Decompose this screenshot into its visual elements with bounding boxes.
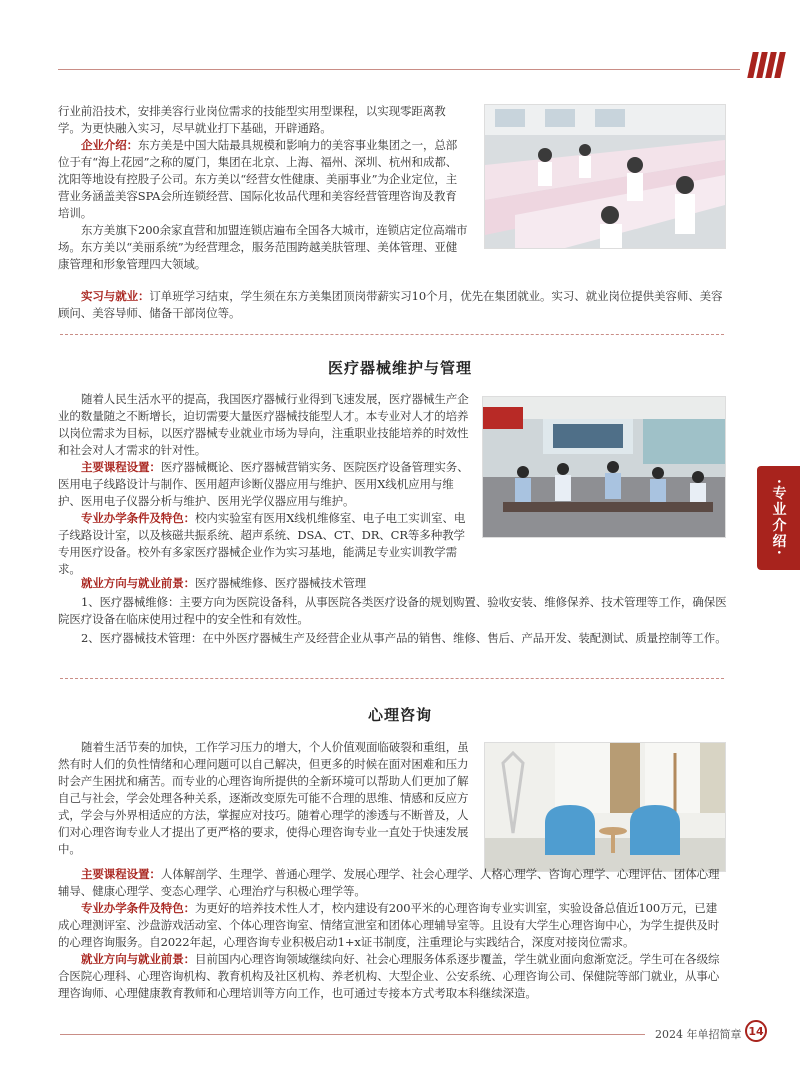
psych-conditions-label: 专业办学条件及特色： bbox=[81, 901, 195, 915]
psych-courses-label: 主要课程设置： bbox=[81, 867, 161, 881]
section-divider-1 bbox=[60, 334, 724, 335]
beauty-company-paragraph-2: 东方美旗下200余家直营和加盟连锁店遍布全国各大城市，连锁店定位高端市场。东方美以“美丽系统”为经营理念，服务范围跨越美肤管理、美体管理、亚健康管理和形象管理四大领域。 bbox=[58, 223, 468, 271]
medical-conditions-paragraph bbox=[58, 510, 471, 578]
beauty-left-column bbox=[58, 103, 468, 273]
footer-title: 2024 年单招简章 bbox=[655, 1028, 742, 1041]
psych-room-photo bbox=[484, 742, 726, 872]
header-rule bbox=[58, 69, 740, 70]
psych-courses-paragraph bbox=[58, 866, 726, 900]
beauty-practice-block bbox=[58, 288, 726, 322]
section-divider-2 bbox=[60, 678, 724, 679]
medical-job-1: 1、医疗器械维修：主要方向为医院设备科，从事医院各类医疗设备的规划购置、验收安装、维修保养、技术管理等工作，确保医院医疗设备在临床使用过程中的安全性和有效性。 bbox=[58, 595, 727, 626]
medical-jobs-block bbox=[58, 575, 736, 647]
medical-section-title: 医疗器械维护与管理 bbox=[327, 359, 472, 377]
medical-classroom-photo bbox=[482, 396, 726, 538]
psych-jobs-paragraph bbox=[58, 951, 726, 1002]
medical-conditions-label: 专业办学条件及特色： bbox=[81, 511, 195, 525]
side-tab-label: ·专业介绍· bbox=[770, 479, 787, 557]
section-side-tab bbox=[757, 466, 800, 570]
psych-left-column bbox=[58, 739, 471, 858]
beauty-training-photo bbox=[484, 104, 726, 249]
practice-label: 实习与就业： bbox=[81, 289, 150, 303]
medical-jobs-text: 医疗器械维修、医疗器械技术管理 bbox=[195, 576, 366, 590]
header-bars-decoration bbox=[748, 52, 784, 78]
footer-rule bbox=[60, 1034, 645, 1035]
psych-jobs-text: 目前国内心理咨询领域继续向好、社会心理服务体系逐步覆盖，学生就业面向愈渐宽泛。学生可在各级综合医院心理科、心理咨询机构、教育机构及社区机构、养老机构、大型企业、公安系统、心理咨询公司、保健院等部门就业，从事心理咨询师、心理健康教育教师和心理培训等方向工作，也可通过专接本方式考取本科继续深造。 bbox=[58, 952, 720, 1000]
medical-courses-paragraph bbox=[58, 459, 471, 510]
page-number: 14 bbox=[745, 1020, 767, 1042]
medical-jobs-label: 就业方向与就业前景： bbox=[81, 576, 195, 590]
medical-job-2: 2、医疗器械技术管理：在中外医疗器械生产及经营企业从事产品的销售、维修、售后、产品开发、装配测试、质量控制等工作。 bbox=[81, 631, 727, 645]
psych-jobs-label: 就业方向与就业前景： bbox=[81, 952, 195, 966]
medical-intro: 随着人民生活水平的提高，我国医疗器械行业得到飞速发展，医疗器械生产企业的数量随之不断增长，迫切需要大量医疗器械技能型人才。本专业对人才的培养以岗位需求为目标，以医疗器械专业就业市场为导向，注重职业技能培养的时效性和社会对人才需求的针对性。 bbox=[58, 392, 469, 457]
psych-intro: 随着生活节奏的加快，工作学习压力的增大，个人价值观面临破裂和重组，虽然有时人们的负性情绪和心理问题可以自己解决，但更多的时候在面对困难和压力时会产生困扰和痛苦。而专业的心理咨询所提供的全新环境可以帮助人们更加了解自己与社会，学会处理各种关系，逐渐改变原先可能不合理的思维、情感和反应方式，学会与外界相适应的方法，掌握应对技巧。随着心理学的渗透与不断普及，人们对心理咨询专业人才提出了更严格的要求，使得心理咨询专业一直处于快速发展中。 bbox=[58, 740, 469, 856]
medical-courses-label: 主要课程设置： bbox=[81, 460, 161, 474]
beauty-company-paragraph bbox=[58, 137, 468, 222]
medical-jobs-paragraph bbox=[58, 575, 736, 592]
company-label: 企业介绍： bbox=[81, 138, 138, 152]
beauty-intro-continued: 行业前沿技术，安排美容行业岗位需求的技能型实用型课程，以实现零距离教学。为更快融入实习，尽早就业打下基础，开辟通路。 bbox=[58, 104, 446, 135]
practice-text: 订单班学习结束，学生须在东方美集团顶岗带薪实习10个月，优先在集团就业。实习、就业岗位提供美容师、美容顾问、美容导师、储备干部岗位等。 bbox=[58, 289, 723, 320]
medical-conditions-text: 校内实验室有医用X线机维修室、电子电工实训室、电子线路设计室，以及核磁共振系统、超声系统、DSA、CT、DR、CR等多种教学专用医疗设备。校外有多家医疗器械企业作为实习基地，能满足专业实训教学需求。 bbox=[58, 511, 466, 576]
medical-left-column bbox=[58, 391, 471, 578]
medical-courses-text: 医疗器械概论、医疗器械营销实务、医院医疗设备管理实务、医用电子线路设计与制作、医用超声诊断仪器应用与维护、医用X线机应用与维护、医用电子仪器分析与维护、医用光学仪器应用与维护。 bbox=[58, 460, 469, 508]
psych-conditions-paragraph bbox=[58, 900, 726, 951]
psych-courses-text: 人体解剖学、生理学、普通心理学、发展心理学、社会心理学、人格心理学、咨询心理学、心理评估、团体心理辅导、健康心理学、变态心理学、心理治疗与积极心理学等。 bbox=[58, 867, 720, 898]
psych-section-title: 心理咨询 bbox=[367, 706, 432, 724]
psych-conditions-text: 为更好的培养技术性人才，校内建设有200平米的心理咨询专业实训室，实验设备总值近100万元，已建成心理测评室、沙盘游戏活动室、个体心理咨询室、情绪宣泄室和团体心理辅导室等。且设有大学生心理咨询中心，为学生提供及时的心理咨询服务。自2022年起，心理咨询专业积极启动1+x证书制度，注重理论与实践结合，深度对接岗位需求。 bbox=[58, 901, 720, 949]
beauty-practice-paragraph bbox=[58, 288, 726, 322]
psych-bottom-block bbox=[58, 866, 726, 1002]
company-text: 东方美是中国大陆最具规模和影响力的美容事业集团之一，总部位于有“海上花园”之称的厦门，集团在北京、上海、福州、深圳、杭州和成都、沈阳等地设有控股子公司。东方美以“经营女性健康、美丽事业”为企业定位，主营业务涵盖美容SPA会所连锁经营、国际化妆品代理和美容经营管理咨询及教育培训。 bbox=[58, 138, 458, 220]
